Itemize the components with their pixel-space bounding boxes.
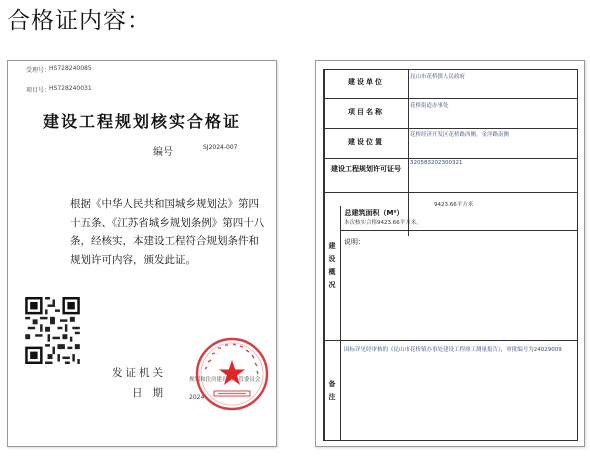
row-label-total-area: 总建筑面积（M²） xyxy=(344,209,404,217)
official-seal-icon xyxy=(194,336,270,412)
value-total-area: 9423.66平方米 xyxy=(434,202,474,208)
serial-label: 编号 xyxy=(153,147,173,158)
date-label: 日期 xyxy=(132,387,173,399)
overview-col-divider xyxy=(340,206,341,440)
row-label-location: 建设位置 xyxy=(348,138,384,146)
details-card xyxy=(315,60,585,447)
certificate-body: 根据《中华人民共和国城乡规划法》第四十五条、《江苏省城乡规划条例》第四十八条，经核实，本建设工程符合规划条件和规划许可内容，颁发此证。 xyxy=(70,198,265,266)
details-table xyxy=(323,69,578,441)
issuer-organization: 规划和住房建设局 / 管委员会 xyxy=(189,377,261,383)
value-permit-number: 320583202300321 xyxy=(410,160,463,166)
value-construction-unit: 昆山市花桥镇人民政府 xyxy=(410,74,466,80)
issuer-label: 发证机关 xyxy=(112,367,166,379)
issue-year: 2024 xyxy=(189,394,205,401)
row-label-project-name: 项目名称 xyxy=(348,108,384,116)
row-label-construction-unit: 建设单位 xyxy=(348,78,384,86)
certificate-title: 建设工程规划核实合格证 xyxy=(42,112,241,131)
overview-label: 建设概况 xyxy=(328,242,336,289)
serial-number: SJ2024-007 xyxy=(203,144,238,151)
row-label-permit-number: 建设工程规划许可证号 xyxy=(331,165,401,173)
explain-label: 说明： xyxy=(344,238,365,246)
certificate-card xyxy=(7,60,277,447)
project-number-label: 项目号： xyxy=(26,87,51,94)
section-heading: 合格证内容： xyxy=(7,8,151,34)
project-number: HS728240031 xyxy=(49,85,92,92)
value-project-name: 花桥街道办事处 xyxy=(410,103,449,109)
accept-number: HS728240085 xyxy=(49,65,92,72)
value-area-note: 本次核实合格9423.66平方米。 xyxy=(344,220,422,226)
accept-number-label: 受理号： xyxy=(26,67,51,74)
remark-text: 国标详见经审核的《昆山市花桥镇办事处建设工程竣工测量报告》，审批编号为24029009 xyxy=(344,347,562,353)
remark-label: 备注 xyxy=(328,380,336,401)
qr-code-icon xyxy=(25,297,80,364)
label-col-divider xyxy=(408,70,409,236)
value-location: 花桥经济开发区花桥路西侧，金洋路南侧 xyxy=(410,132,510,138)
